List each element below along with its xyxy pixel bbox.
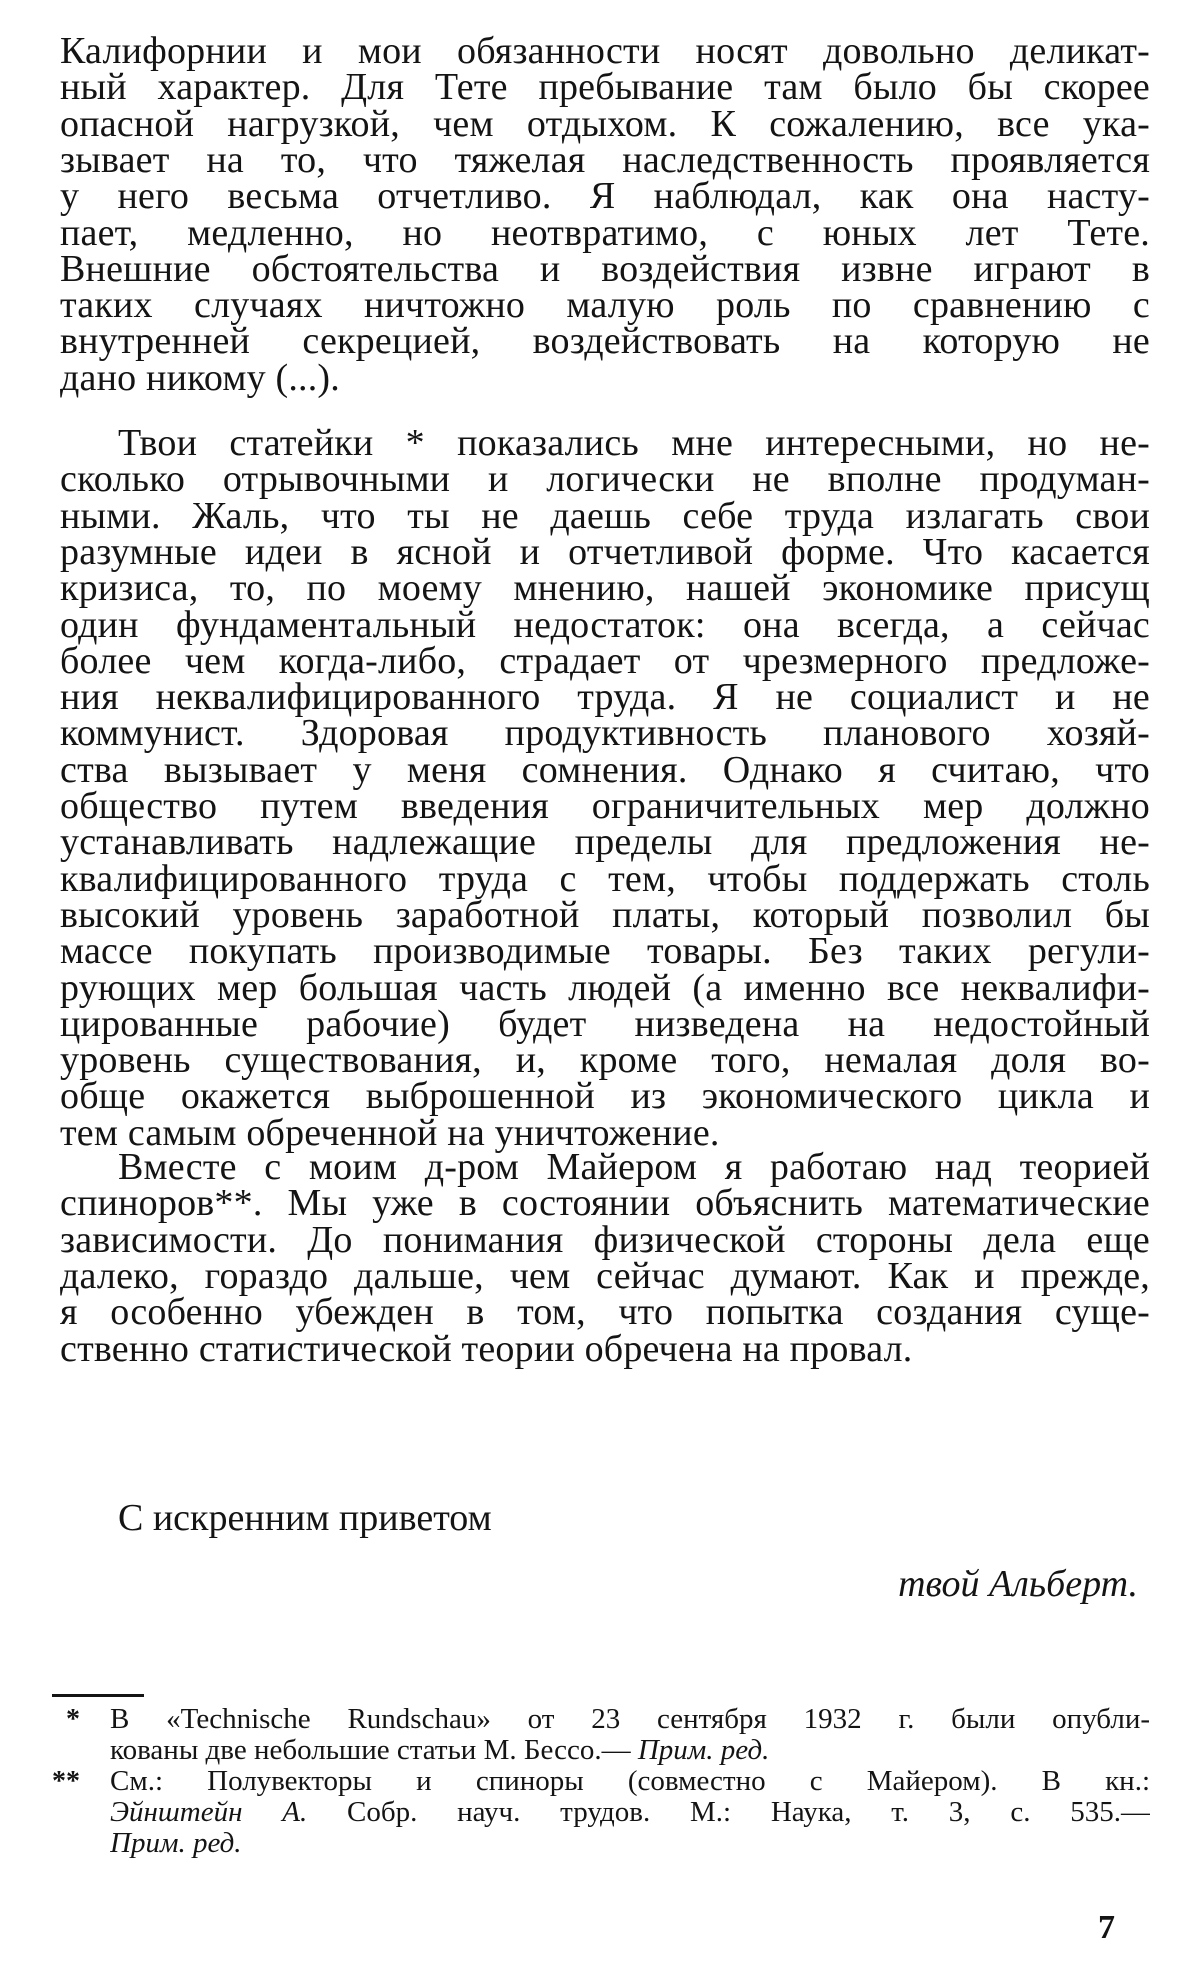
footnote-marker: *	[66, 1704, 80, 1735]
footnote-line: кованы две небольшие статьи М. Бессо.— Прим. ред.	[110, 1734, 770, 1766]
footnote-line: См.: Полувекторы и спиноры (совместно с Майером). В кн.:	[110, 1765, 1150, 1797]
text-line: таких случаях ничтожно малую роль по сравнению с	[60, 284, 1150, 327]
text-line: уровень существования, и, кроме того, немалая доля во-	[60, 1039, 1150, 1082]
text-line: дано никому (...).	[60, 356, 340, 399]
text-line: тем самым обреченной на уничтожение.	[60, 1111, 720, 1154]
page-number: 7	[1098, 1909, 1115, 1946]
signature: твой Альберт.	[898, 1563, 1138, 1605]
text-line: разумные идеи в ясной и отчетливой форме. Что касается	[60, 530, 1150, 573]
text-line: спиноров**. Мы уже в состоянии объяснить математические	[60, 1182, 1150, 1225]
text-line: опасной нагрузкой, чем отдыхом. К сожалению, все ука-	[60, 102, 1150, 145]
text-line: внутренней секрецией, воздействовать на которую не	[60, 320, 1150, 363]
text-line: я особенно убежден в том, что попытка создания суще-	[60, 1291, 1150, 1334]
text-line: более чем когда-либо, страдает от чрезмерного предложе-	[60, 639, 1150, 682]
text-line: коммунист. Здоровая продуктивность планового хозяй-	[60, 712, 1150, 755]
text-line: ный характер. Для Тете пребывание там было бы скорее	[60, 66, 1150, 109]
text-line: цированные рабочие) будет низведена на недостойный	[60, 1002, 1150, 1045]
footnote-marker: **	[52, 1766, 80, 1797]
text-line: у него весьма отчетливо. Я наблюдал, как она насту-	[60, 175, 1150, 218]
text-line: Вместе с моим д-ром Майером я работаю над теорией	[118, 1146, 1150, 1188]
text-line: сколько отрывочными и логически не вполне продуман-	[60, 458, 1150, 501]
closing-salutation: С искренним приветом	[118, 1497, 492, 1539]
text-line: Твои статейки * показались мне интересными, но не-	[118, 422, 1150, 464]
footnote-separator	[52, 1694, 144, 1697]
text-line: далеко, гораздо дальше, чем сейчас думают. Как и прежде,	[60, 1254, 1150, 1297]
text-line: Калифорнии и мои обязанности носят довольно деликат-	[60, 30, 1150, 72]
text-line: зывает на то, что тяжелая наследственность проявляется	[60, 138, 1150, 181]
text-line: высокий уровень заработной платы, который позволил бы	[60, 893, 1150, 936]
text-line: Внешние обстоятельства и воздействия извне играют в	[60, 247, 1150, 290]
text-line: ственно статистической теории обречена на провал.	[60, 1327, 913, 1370]
text-line: ния неквалифицированного труда. Я не социалист и не	[60, 676, 1150, 719]
text-line: один фундаментальный недостаток: она всегда, а сейчас	[60, 603, 1150, 646]
text-line: рующих мер большая часть людей (а именно все неквалифи-	[60, 966, 1150, 1009]
text-line: обще окажется выброшенной из экономического цикла и	[60, 1075, 1150, 1118]
text-line: ными. Жаль, что ты не даешь себе труда излагать свои	[60, 494, 1150, 537]
text-line: зависимости. До понимания физической стороны дела еще	[60, 1218, 1150, 1261]
text-line: устанавливать надлежащие пределы для предложения не-	[60, 821, 1150, 864]
text-line: кризиса, то, по моему мнению, нашей экономике присущ	[60, 567, 1150, 610]
text-line: массе покупать производимые товары. Без таких регули-	[60, 930, 1150, 973]
text-line: квалифицированного труда с тем, чтобы поддержать столь	[60, 857, 1150, 900]
text-line: пает, медленно, но неотвратимо, с юных лет Тете.	[60, 211, 1150, 254]
text-line: ства вызывает у меня сомнения. Однако я считаю, что	[60, 748, 1150, 791]
footnote-line: Эйнштейн А. Собр. науч. трудов. М.: Наука, т. 3, с. 535.—	[110, 1796, 1150, 1828]
footnote-line: Прим. ред.	[110, 1827, 242, 1859]
footnote-line: В «Technische Rundschau» от 23 сентября 1932 г. были опубли-	[110, 1703, 1150, 1735]
text-line: общество путем введения ограничительных мер должно	[60, 785, 1150, 827]
